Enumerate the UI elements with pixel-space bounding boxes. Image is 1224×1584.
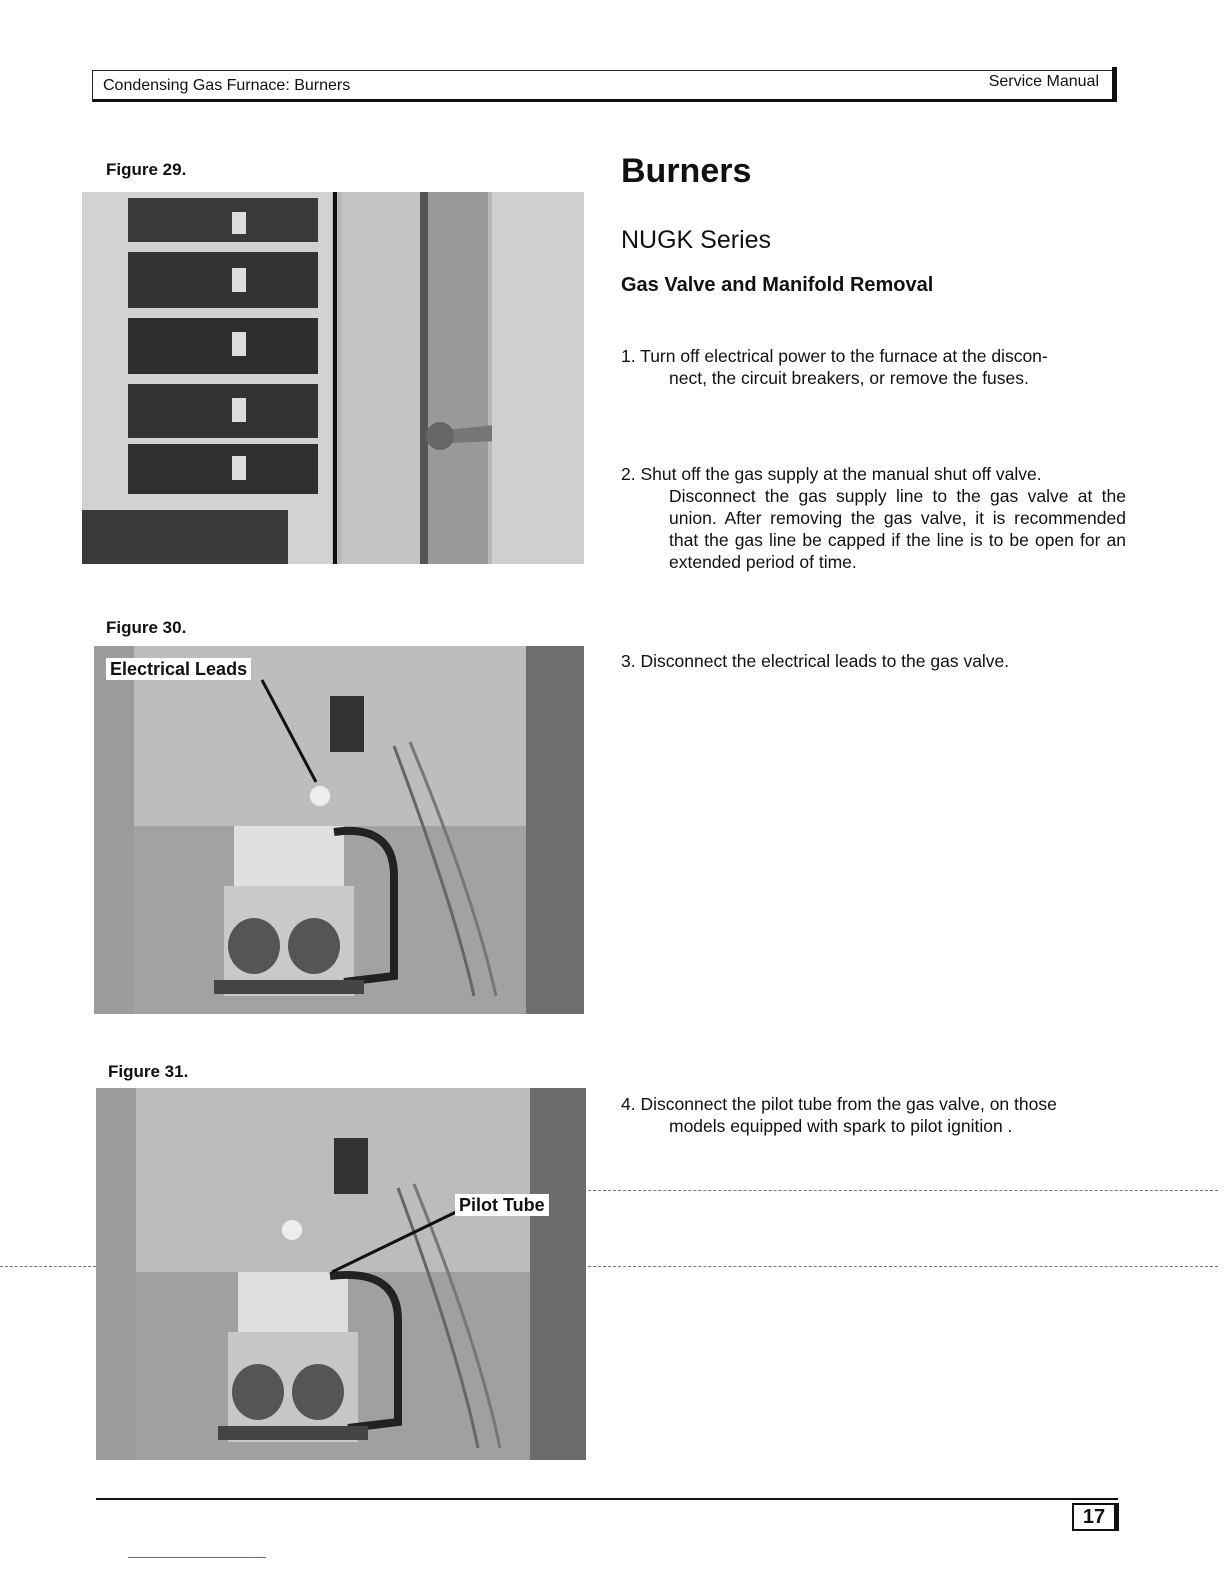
- footer-rule: [96, 1498, 1118, 1500]
- figure-31-photo: [96, 1088, 586, 1460]
- scan-artifact-line: [0, 1266, 96, 1267]
- running-header: [92, 70, 1117, 102]
- step-text-continued: Disconnect the gas supply line to the gas valve at the union. After removing the gas valve, it is recommended that the gas line be capped if the line is to be open for an extended period of time.: [669, 486, 1126, 572]
- step-text: Disconnect the electrical leads to the gas valve.: [640, 651, 1010, 671]
- pilot-tube-callout: Pilot Tube: [455, 1194, 549, 1216]
- step-text: Disconnect the pilot tube from the gas valve, on those: [640, 1094, 1057, 1114]
- step-4: [621, 1093, 1126, 1137]
- step-number: 4.: [621, 1094, 636, 1114]
- figure-30-photo: [94, 646, 584, 1014]
- figure-29-label: Figure 29.: [106, 160, 187, 179]
- step-number: 2.: [621, 464, 636, 484]
- step-number: 3.: [621, 651, 636, 671]
- electrical-leads-callout: Electrical Leads: [106, 658, 251, 680]
- figure-30-label: Figure 30.: [106, 618, 187, 637]
- step-1: [621, 345, 1126, 389]
- step-text: Turn off electrical power to the furnace at the discon-: [640, 346, 1048, 366]
- step-text-continued: models equipped with spark to pilot ignition .: [669, 1116, 1013, 1136]
- section-heading: Gas Valve and Manifold Removal: [621, 274, 934, 296]
- step-2: [621, 463, 1126, 573]
- header-bar: [1112, 67, 1117, 101]
- step-text: Shut off the gas supply at the manual shut off valve.: [640, 464, 1042, 484]
- step-number: 1.: [621, 346, 636, 366]
- scan-artifact-line: [588, 1266, 1218, 1267]
- step-3: [621, 650, 1126, 672]
- scan-artifact-line: [588, 1190, 1218, 1191]
- header-title: Condensing Gas Furnace: Burners: [103, 77, 351, 94]
- header-manual-label: Service Manual: [988, 73, 1099, 90]
- figure-29-photo: [82, 192, 584, 564]
- page-number: 17: [1072, 1503, 1119, 1531]
- series-heading: NUGK Series: [621, 226, 772, 254]
- page-title: Burners: [621, 152, 752, 190]
- scan-artifact-blue-line: [128, 1557, 266, 1558]
- figure-31-label: Figure 31.: [108, 1062, 189, 1081]
- step-text-continued: nect, the circuit breakers, or remove the fuses.: [669, 368, 1029, 388]
